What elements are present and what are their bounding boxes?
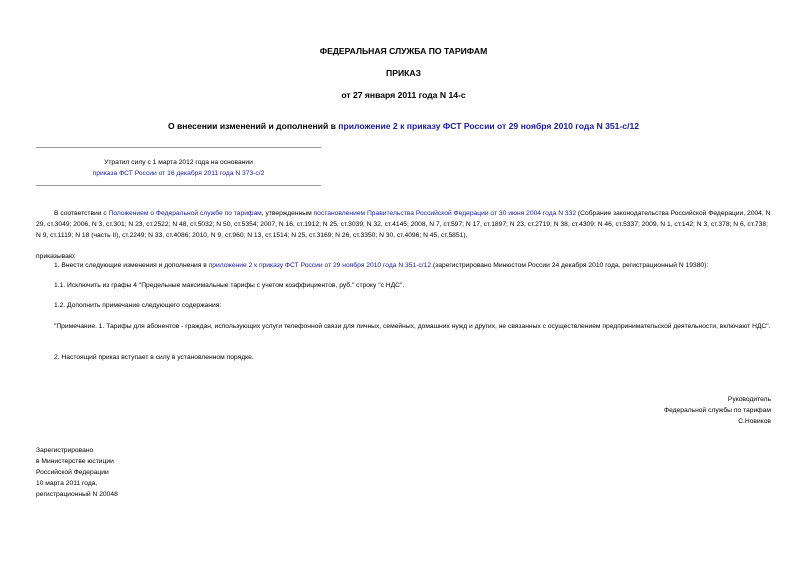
document-title — [0, 121, 807, 131]
note-paragraph: "Примечание. 1. Тарифы для абонентов - граждан, использующих услуги телефонной связи для личных, семейных, домашних нужд и других, не связанных с осуществлением предпринимательской деятельности, включают НДС". — [54, 323, 771, 330]
registration-line-5: регистрационный N 20048 — [36, 491, 118, 498]
date-heading: от 27 января 2011 года N 14-с — [341, 90, 466, 100]
agency-heading: ФЕДЕРАЛЬНАЯ СЛУЖБА ПО ТАРИФАМ — [319, 46, 488, 56]
registration-line-2: в Министерстве юстиции — [36, 458, 114, 465]
item-1-link[interactable]: приложение 2 к приказу ФСТ России от 29 ноября 2010 года N 351-с/12 — [208, 262, 432, 269]
title-prefix: О внесении изменений и дополнений в — [167, 121, 339, 131]
registration-line-4: 10 марта 2011 года, — [36, 480, 98, 487]
notice-text: Утратил силу с 1 марта 2012 года на основании — [104, 159, 253, 166]
preamble-text-3: (Собрание законодательства Российской Федерации, 2004, N 29, ст.3049; 2006, N 3, ст.301; N 23, ст.2522; N 48, ст.5032; N 50, ст.5354; 2007, N 16, ст.1912; N 25, ст.3039; N 32, ст.4145; 2008, N 7, ст.597; N 17, ст.1897; N 23, ст.2719; N 38, ст.4309; N 46, ст.5337; 2009, N 1, ст.142; N 3, ст.378; N 6, ст.738; N 9, ст.1119; N 18 (часть II), ст.2249; N 33, ст.4086; 2010, N 9, ст.960; N 13, ст.1514; N 25, ст.3169; N 26, ст.3350; N 30, ст.4096; N 45, ст.5851), — [36, 210, 771, 239]
item-2: 2. Настоящий приказ вступает в силу в установленном порядке. — [54, 354, 254, 361]
item-1-text: 1. Внести следующие изменения и дополнения в — [54, 262, 209, 269]
preamble-text-1: В соответствии с — [54, 210, 109, 217]
signature-name: С.Новиков — [738, 418, 771, 425]
title-link[interactable]: приложение 2 к приказу ФСТ России от 29 ноября 2010 года N 351-с/12 — [338, 121, 640, 131]
signature-block — [664, 394, 771, 427]
signature-role: Руководитель — [727, 396, 771, 403]
item-1-1: 1.1. Исключить из графы 4 "Предельные максимальные тарифы с учетом коэффициентов, руб." строку "с НДС". — [54, 282, 405, 289]
notice-top-rule — [36, 147, 321, 148]
registration-block — [36, 445, 118, 500]
signature-org: Федеральной службы по тарифам — [664, 407, 771, 414]
item-1-text-2: (зарегистрировано Минюстом России 24 декабря 2010 года, регистрационный N 19380): — [431, 262, 709, 269]
registration-line-3: Российской Федерации — [36, 469, 109, 476]
preamble-link-resolution[interactable]: постановлением Правительства Российской Федерации от 30 июня 2004 года N 332 — [313, 210, 577, 217]
notice-bottom-rule — [36, 185, 321, 186]
order-word: приказываю: — [36, 253, 76, 260]
preamble-link-regulation[interactable]: Положением о Федеральной службе по тарифам — [108, 210, 262, 217]
preamble-paragraph — [36, 208, 771, 241]
doc-type-heading: ПРИКАЗ — [386, 68, 421, 78]
registration-line-1: Зарегистрировано — [36, 447, 94, 454]
preamble-text-2: , утвержденным — [261, 210, 314, 217]
item-1-2: 1.2. Дополнить примечание следующего содержания: — [54, 302, 222, 309]
item-1 — [36, 260, 771, 271]
notice-link[interactable]: приказа ФСТ России от 16 декабря 2011 года N 373-с/2 — [92, 170, 265, 177]
